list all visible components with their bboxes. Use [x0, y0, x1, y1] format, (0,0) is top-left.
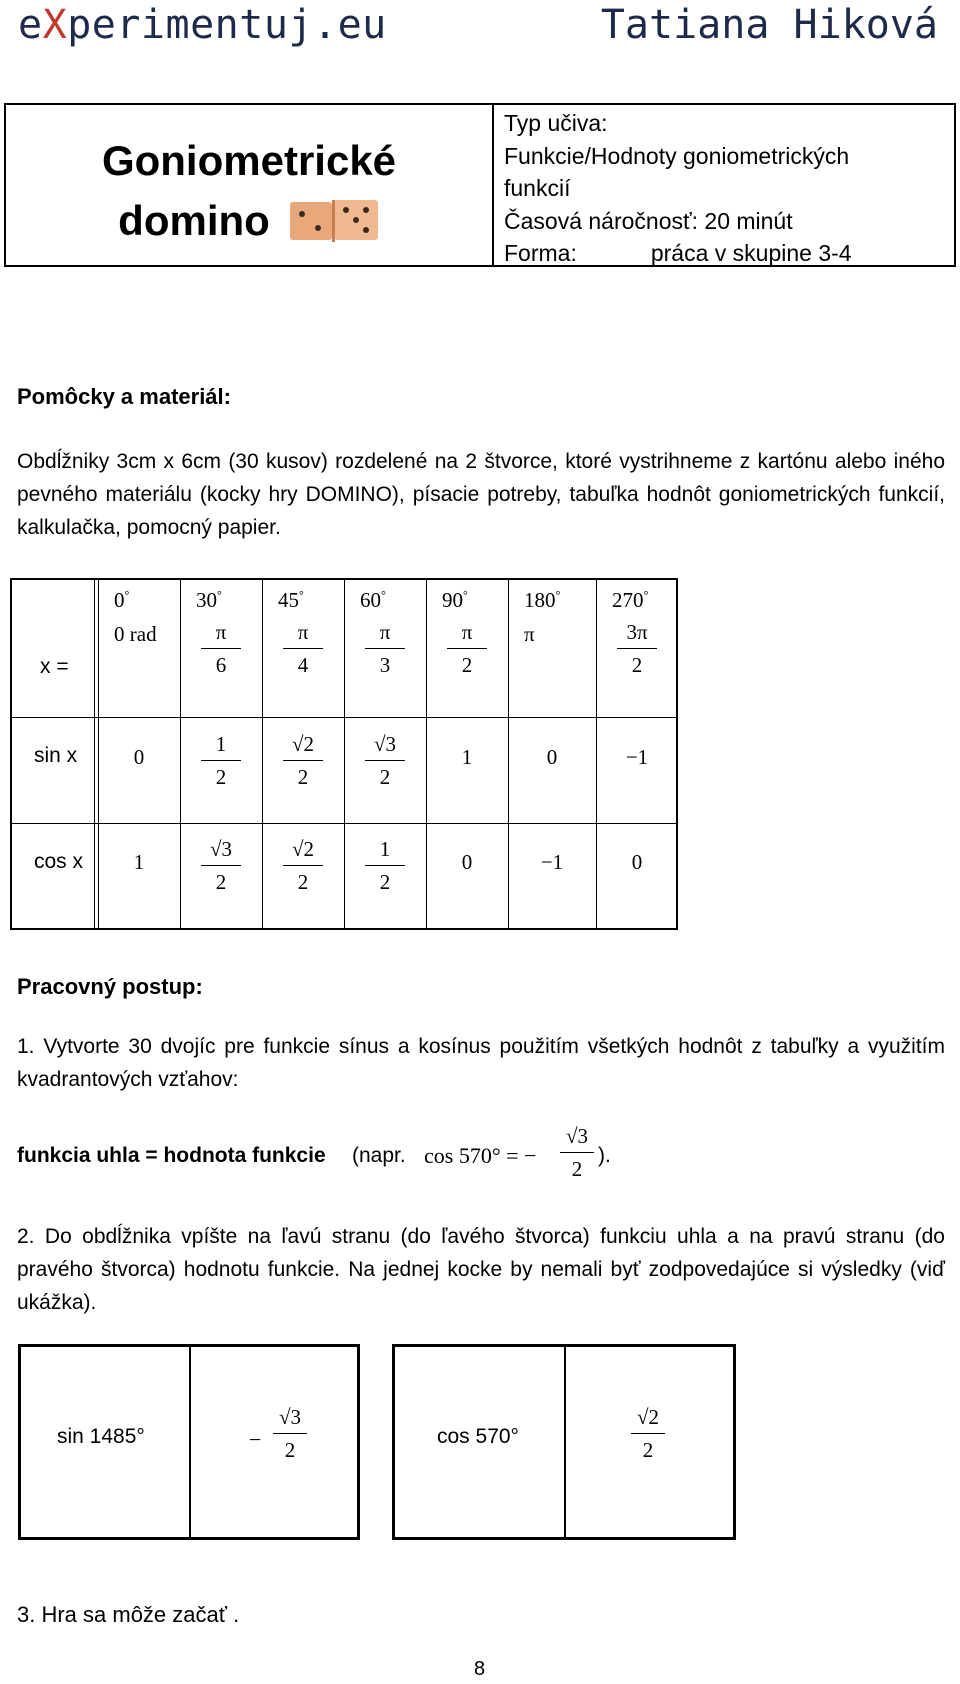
- fraction-denominator: 2: [215, 870, 227, 894]
- fraction-bar: [631, 1433, 665, 1434]
- domino-2-left: cos 570°: [437, 1425, 519, 1448]
- radian-value: π: [524, 622, 535, 646]
- title-box-divider: [492, 105, 494, 265]
- degree-symbol: °: [124, 588, 130, 602]
- table-col-line: [426, 580, 427, 928]
- fraction-numerator: √3: [209, 837, 233, 861]
- degree-cell: 30°: [196, 588, 222, 612]
- sine-fraction: [365, 730, 405, 791]
- radian-fraction: [447, 618, 487, 679]
- degree-cell: 0°: [114, 588, 130, 612]
- fraction-denominator: 2: [215, 765, 227, 789]
- site-name: [18, 2, 387, 48]
- site-name-prefix: e: [18, 2, 43, 48]
- row-label-x: x =: [40, 655, 69, 678]
- radian-fraction: [365, 618, 405, 679]
- materials-text: Obdĺžniky 3cm x 6cm (30 kusov) rozdelené na 2 štvorce, ktoré vystrihneme z kartónu alebo iného pevného materiálu (kocky hry DOMINO), písacie potreby, tabuľka hodnôt goniometrických funkcií, kalkulačka, pomocný papier.: [17, 450, 945, 539]
- fraction-bar: [283, 648, 323, 649]
- formula-example-suffix: ).: [598, 1144, 611, 1167]
- degree-symbol: °: [643, 588, 649, 602]
- fraction-bar: [617, 648, 657, 649]
- degree-cell: 60°: [360, 588, 386, 612]
- degree-symbol: °: [381, 588, 386, 602]
- degree-symbol: °: [555, 588, 561, 602]
- fraction-bar: [560, 1152, 594, 1153]
- fraction-numerator: π: [379, 620, 391, 644]
- fraction-denominator: 2: [631, 653, 643, 677]
- site-name-x: X: [42, 2, 68, 48]
- sine-value: 0: [546, 745, 558, 769]
- cosine-value: 0: [461, 850, 473, 874]
- fraction-numerator: π: [461, 620, 473, 644]
- info-time: Časová náročnosť: 20 minút: [504, 207, 793, 234]
- procedure-heading: Pracovný postup:: [17, 974, 203, 999]
- fraction-bar: [283, 760, 323, 761]
- cosine-fraction: [201, 835, 241, 896]
- procedure-step-3: 3. Hra sa môže začať .: [17, 1602, 240, 1627]
- radian-fraction: [201, 618, 241, 679]
- table-col-line: [344, 580, 345, 928]
- domino-1-sign: −: [249, 1427, 262, 1452]
- fraction-numerator: √3: [565, 1124, 589, 1148]
- title-line-2: domino: [118, 197, 270, 244]
- title-line-2-wrap: [118, 191, 380, 251]
- domino-2-right: [631, 1403, 665, 1464]
- lesson-info: [504, 107, 852, 270]
- page-number: 8: [474, 1658, 486, 1680]
- cosine-value: −1: [540, 850, 564, 874]
- info-subject-value-1: Funkcie/Hodnoty goniometrických: [504, 142, 850, 169]
- fraction-numerator: π: [297, 620, 309, 644]
- degree-cell: 270°: [612, 588, 649, 612]
- fraction-denominator: 2: [571, 1157, 583, 1181]
- fraction-numerator: √3: [278, 1405, 302, 1429]
- fraction-numerator: √2: [636, 1405, 660, 1429]
- title-box: [4, 103, 956, 267]
- info-form: [504, 237, 852, 270]
- example-domino-2: [392, 1344, 736, 1540]
- table-col-line: [262, 580, 263, 928]
- cosine-value: 1: [133, 850, 145, 874]
- table-col-line: [596, 580, 597, 928]
- site-name-suffix: perimentuj.eu: [67, 2, 387, 48]
- procedure-step-2: 2. Do obdĺžnika vpíšte na ľavú stranu (do ľavého štvorca) funkciu uhla a na pravú stranu (do pravého štvorca) hodnotu funkcie. Na jednej kocke by nemali byť zodpovedajúce si výsledky (viď ukážka).: [17, 1225, 945, 1314]
- fraction-numerator: 3π: [626, 620, 648, 644]
- degree-cell: 45°: [278, 588, 304, 612]
- degree-cell: 90°: [442, 588, 468, 612]
- degree-symbol: °: [299, 588, 304, 602]
- fraction-numerator: √2: [291, 732, 315, 756]
- values-table: [10, 578, 678, 930]
- fraction-denominator: 2: [379, 870, 391, 894]
- cosine-value: 0: [631, 850, 643, 874]
- fraction-bar: [365, 865, 405, 866]
- fraction-denominator: 2: [461, 653, 473, 677]
- formula-example-prefix: (napr.: [352, 1144, 406, 1167]
- fraction-bar: [201, 648, 241, 649]
- radian-fraction: [617, 618, 657, 679]
- domino-1-left: sin 1485°: [57, 1425, 145, 1448]
- sine-fraction: [283, 730, 323, 791]
- domino-divider: [189, 1347, 191, 1537]
- degree-symbol: °: [463, 588, 468, 602]
- document-title: [6, 131, 492, 251]
- fraction-denominator: 3: [379, 653, 391, 677]
- degree-symbol: °: [217, 588, 222, 602]
- fraction-denominator: 2: [284, 1438, 296, 1462]
- info-form-label: Forma:: [504, 240, 577, 266]
- fraction-bar: [273, 1433, 307, 1434]
- fraction-denominator: 2: [297, 765, 309, 789]
- title-line-1: Goniometrické: [101, 137, 397, 184]
- sine-value: 1: [461, 745, 473, 769]
- fraction-numerator: π: [215, 620, 227, 644]
- cosine-fraction: [365, 835, 405, 896]
- sine-fraction: [201, 730, 241, 791]
- domino-tile-icon: [288, 198, 380, 244]
- table-col-line: [98, 580, 99, 928]
- row-label-cos: cos x: [34, 850, 84, 873]
- fraction-denominator: 6: [215, 653, 227, 677]
- author-name: Tatiana Hiková: [600, 2, 938, 48]
- domino-divider: [564, 1347, 566, 1537]
- fraction-numerator: √2: [291, 837, 315, 861]
- procedure-step-1: 1. Vytvorte 30 dvojíc pre funkcie sínus a kosínus použitím všetkých hodnôt z tabuľky a využitím kvadrantových vzťahov:: [17, 1035, 945, 1091]
- table-col-line: [94, 580, 95, 928]
- fraction-bar: [365, 648, 405, 649]
- info-subject-value-2: funkcií: [504, 175, 571, 201]
- radian-value: 0 rad: [114, 622, 157, 646]
- fraction-denominator: 2: [642, 1438, 654, 1462]
- radian-fraction: [283, 618, 323, 679]
- info-subject-label: Typ učiva:: [504, 110, 608, 136]
- fraction-bar: [283, 865, 323, 866]
- sine-value: 0: [133, 745, 145, 769]
- fraction-denominator: 2: [297, 870, 309, 894]
- fraction-numerator: 1: [215, 732, 227, 756]
- row-label-sin: sin x: [34, 744, 78, 767]
- sine-value: −1: [625, 745, 649, 769]
- example-domino-1: [18, 1344, 360, 1540]
- fraction-denominator: 2: [379, 765, 391, 789]
- fraction-bar: [201, 865, 241, 866]
- materials-heading: Pomôcky a materiál:: [17, 384, 231, 409]
- domino-1-right: [273, 1403, 307, 1464]
- fraction-bar: [201, 760, 241, 761]
- formula-example-fraction: [560, 1122, 594, 1183]
- formula-example-expression: cos 570° = −: [424, 1143, 537, 1168]
- table-col-line: [180, 580, 181, 928]
- fraction-bar: [447, 648, 487, 649]
- formula-rule: funkcia uhla = hodnota funkcie: [17, 1144, 326, 1167]
- fraction-numerator: 1: [379, 837, 391, 861]
- degree-cell: 180°: [524, 588, 561, 612]
- fraction-numerator: √3: [373, 732, 397, 756]
- fraction-denominator: 4: [297, 653, 309, 677]
- table-col-line: [508, 580, 509, 928]
- fraction-bar: [365, 760, 405, 761]
- info-form-value: práca v skupine 3-4: [650, 240, 852, 266]
- cosine-fraction: [283, 835, 323, 896]
